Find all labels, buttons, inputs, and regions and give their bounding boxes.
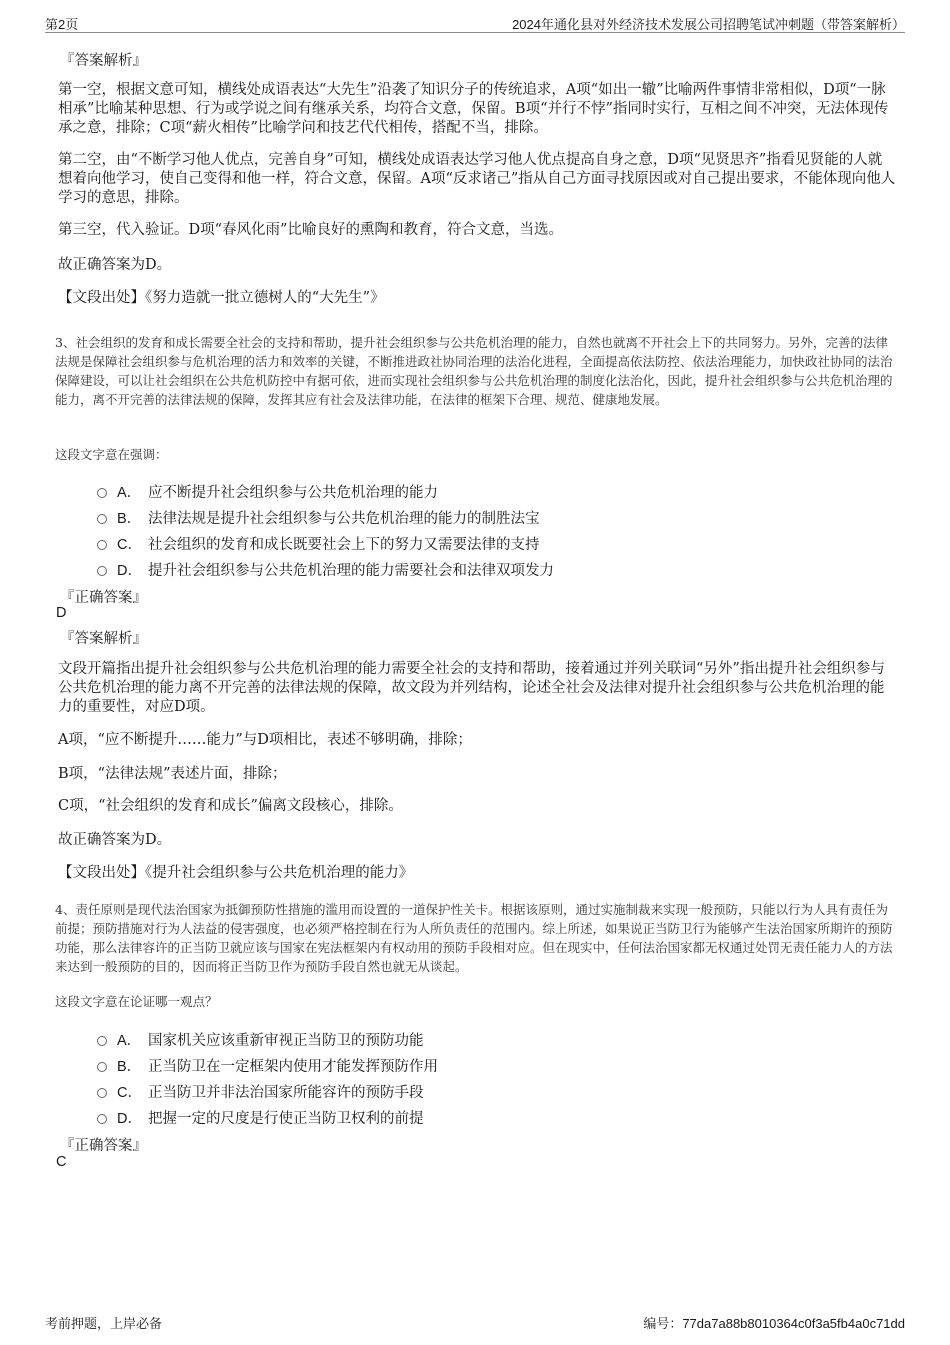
radio-icon[interactable] xyxy=(97,1114,107,1124)
radio-icon[interactable] xyxy=(97,514,107,524)
prev-source: 【文段出处】《努力造就一批立德树人的“大先生”》 xyxy=(58,290,385,306)
q3-option-a[interactable] xyxy=(97,481,438,501)
q3-analysis-label: 『答案解析』 xyxy=(60,631,147,647)
page-number: 第2页 xyxy=(45,17,79,32)
q3-answer: D xyxy=(56,605,67,621)
option-text: 应不断提升社会组织参与公共危机治理的能力 xyxy=(148,484,438,501)
radio-icon[interactable] xyxy=(97,1062,107,1072)
option-letter: C． xyxy=(117,1084,142,1101)
q3-analysis-para-4: C项，“社会组织的发育和成长”偏离文段核心，排除。 xyxy=(58,798,403,814)
q4-option-d[interactable] xyxy=(97,1107,424,1127)
q4-answer-label: 『正确答案』 xyxy=(60,1138,147,1154)
q4-prompt: 这段文字意在论证哪一观点？ xyxy=(55,994,218,1009)
q3-stem: 3、社会组织的发育和成长需要全社会的支持和帮助，提升社会组织参与公共危机治理的能力，自然也就离不开社会上下的共同努力。另外，完善的法律法规是保障社会组织参与危机治理的活力和效率的关键，不断推进政社协同治理的法治化进程，全面提高依法防控、依法治理能力，加快政社协同的法治保障建设，可以让社会组织在公共危机防控中有据可依，进而实现社会组织参与公共危机治理的制度化法治化，因此，提升社会组织参与公共危机治理的能力，离不开完善的法律法规的保障，发挥其应有社会及法律功能，在法律的框架下合理、规范、健康地发展。 xyxy=(55,335,893,407)
option-text: 提升社会组织参与公共危机治理的能力需要社会和法律双项发力 xyxy=(148,562,554,579)
prev-analysis-label: 『答案解析』 xyxy=(60,53,147,69)
option-letter: B． xyxy=(117,510,142,527)
prev-answer-line: 故正确答案为D。 xyxy=(58,257,172,273)
option-letter: C． xyxy=(117,536,142,553)
q4-option-c[interactable] xyxy=(97,1081,424,1101)
footer-code-value: 77da7a88b8010364c0f3a5fb4a0c71dd xyxy=(682,1316,905,1331)
footer-slogan: 考前押题，上岸必备 xyxy=(45,1316,163,1331)
option-letter: B． xyxy=(117,1058,142,1075)
option-letter: A． xyxy=(117,484,142,501)
q4-option-a[interactable] xyxy=(97,1029,424,1049)
radio-icon[interactable] xyxy=(97,566,107,576)
radio-icon[interactable] xyxy=(97,488,107,498)
option-text: 社会组织的发育和成长既要社会上下的努力又需要法律的支持 xyxy=(148,536,540,553)
option-text: 国家机关应该重新审视正当防卫的预防功能 xyxy=(148,1032,424,1049)
radio-icon[interactable] xyxy=(97,1036,107,1046)
q3-option-d[interactable] xyxy=(97,559,554,579)
q3-option-c[interactable] xyxy=(97,533,540,553)
page-footer xyxy=(45,1313,905,1331)
option-text: 正当防卫在一定框架内使用才能发挥预防作用 xyxy=(148,1058,438,1075)
prev-analysis-para-2: 第二空，由“不断学习他人优点，完善自身”可知，横线处成语表达学习他人优点提高自身之意，D项“见贤思齐”指看见贤能的人就想着向他学习，使自己变得和他一样，符合文意，保留。A项“反求诸己”指从自己方面寻找原因或对自己提出要求，不能体现向他人学习的意思，排除。 xyxy=(58,152,896,206)
q3-answer-line: 故正确答案为D。 xyxy=(58,832,172,848)
q3-analysis-para-3: B项，“法律法规”表述片面，排除； xyxy=(58,766,287,782)
radio-icon[interactable] xyxy=(97,1088,107,1098)
footer-code xyxy=(643,1313,905,1332)
prev-analysis-para-3: 第三空，代入验证。D项“春风化雨”比喻良好的熏陶和教育，符合文意，当选。 xyxy=(58,222,563,238)
option-letter: A． xyxy=(117,1032,142,1049)
q4-option-b[interactable] xyxy=(97,1055,438,1075)
document-title: 2024年通化县对外经济技术发展公司招聘笔试冲刺题（带答案解析） xyxy=(512,17,905,32)
page-header xyxy=(45,12,905,33)
footer-code-label: 编号： xyxy=(643,1316,683,1331)
q4-stem: 4、责任原则是现代法治国家为抵御预防性措施的滥用而设置的一道保护性关卡。根据该原则，通过实施制裁来实现一般预防，只能以行为人具有责任为前提；预防措施对行为人法益的侵害强度，也必须严格控制在行为人所负责任的范围内。综上所述，如果说正当防卫行为能够产生法治国家所期许的预防功能，那么法律容许的正当防卫就应该与国家在宪法框架内有权动用的预防手段相对应。但在现实中，任何法治国家都无权通过处罚无责任能力人的方法来达到一般预防的目的，因而将正当防卫作为预防手段自然也就无从谈起。 xyxy=(55,902,893,974)
option-letter: D． xyxy=(117,1110,142,1127)
option-text: 正当防卫并非法治国家所能容许的预防手段 xyxy=(148,1084,424,1101)
q4-answer: C xyxy=(56,1154,67,1170)
q3-source: 【文段出处】《提升社会组织参与公共危机治理的能力》 xyxy=(58,865,414,881)
q3-analysis-para-2: A项，“应不断提升……能力”与D项相比，表述不够明确，排除； xyxy=(58,732,472,748)
q3-analysis-para-1: 文段开篇指出提升社会组织参与公共危机治理的能力需要全社会的支持和帮助，接着通过并列关联词“另外”指出提升社会组织参与公共危机治理的能力离不开完善的法律法规的保障，故文段为并列结构，论述全社会及法律对提升社会组织参与公共危机治理的能力的重要性，对应D项。 xyxy=(58,661,885,715)
prev-analysis-para-1: 第一空，根据文意可知，横线处成语表达“大先生”沿袭了知识分子的传统追求，A项“如出一辙”比喻两件事情非常相似，D项“一脉相承”比喻某种思想、行为或学说之间有继承关系，均符合文意，保留。B项“并行不悖”指同时实行，互相之间不冲突，无法体现传承之意，排除；C项“薪火相传”比喻学问和技艺代代相传，搭配不当，排除。 xyxy=(58,82,889,136)
radio-icon[interactable] xyxy=(97,540,107,550)
q3-answer-label: 『正确答案』 xyxy=(60,590,147,606)
option-text: 法律法规是提升社会组织参与公共危机治理的能力的制胜法宝 xyxy=(148,510,540,527)
option-text: 把握一定的尺度是行使正当防卫权利的前提 xyxy=(148,1110,424,1127)
option-letter: D． xyxy=(117,562,142,579)
q3-prompt: 这段文字意在强调： xyxy=(55,447,168,462)
q3-option-b[interactable] xyxy=(97,507,540,527)
